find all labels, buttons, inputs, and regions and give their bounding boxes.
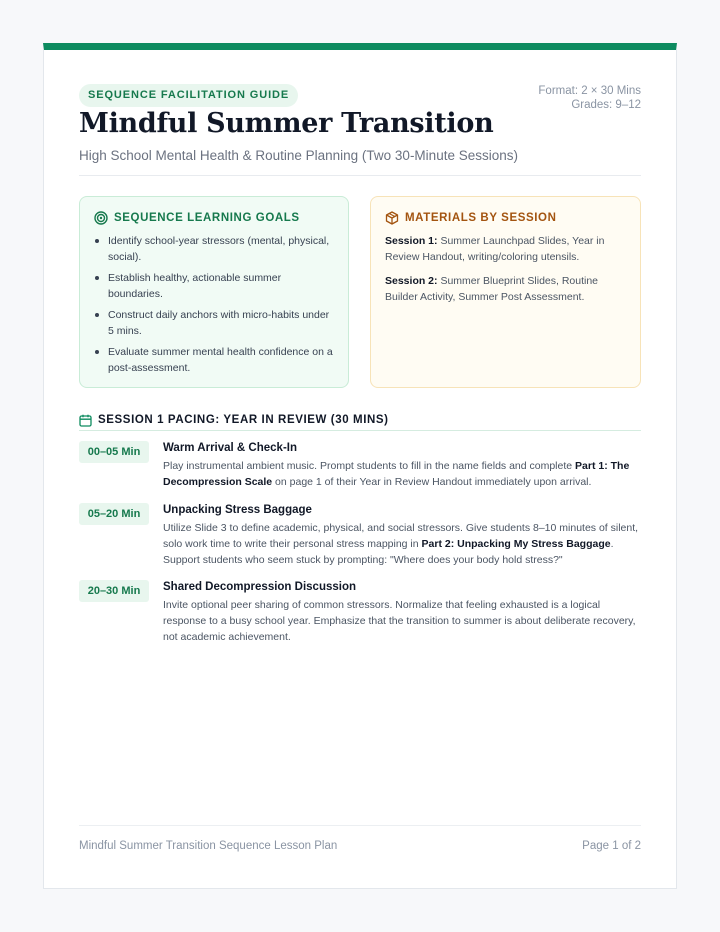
goal-item: Construct daily anchors with micro-habits under 5 mins. <box>94 307 334 339</box>
goal-item: Identify school-year stressors (mental, physical, social). <box>94 233 334 265</box>
pacing-item-title: Warm Arrival & Check-In <box>163 442 297 454</box>
goal-item: Establish healthy, actionable summer boundaries. <box>94 270 334 302</box>
target-icon <box>94 211 108 225</box>
goals-list <box>94 233 334 376</box>
guide-badge: SEQUENCE FACILITATION GUIDE <box>79 84 298 107</box>
package-icon <box>385 211 399 225</box>
time-badge: 00–05 Min <box>79 441 149 463</box>
goals-heading <box>94 211 334 225</box>
time-badge: 20–30 Min <box>79 580 149 602</box>
pacing-item <box>163 580 641 645</box>
grades-label: Grades: 9–12 <box>571 99 641 111</box>
format-label: Format: 2 × 30 Mins <box>538 85 641 97</box>
page-subtitle: High School Mental Health & Routine Planning (Two 30-Minute Sessions) <box>79 148 518 163</box>
session-materials: Summer Launchpad Slides, Year in Review Handout, writing/coloring utensils. <box>385 235 605 263</box>
lesson-page <box>43 43 677 889</box>
pacing-item <box>163 441 641 490</box>
materials-session-2 <box>385 273 626 305</box>
pacing-item-desc: Play instrumental ambient music. Prompt students to fill in the name fields and complete Part 1: The Decompression Scale on page 1 of their Year in Review Handout immediately upon arrival. <box>163 460 630 488</box>
session-label: Session 1: <box>385 235 438 247</box>
goals-heading-label: SEQUENCE LEARNING GOALS <box>114 212 300 224</box>
pacing-item-title: Shared Decompression Discussion <box>163 581 357 593</box>
footer-divider <box>79 825 641 826</box>
calendar-icon <box>79 414 92 427</box>
pacing-heading-label: SESSION 1 PACING: YEAR IN REVIEW (30 MINS) <box>98 414 389 426</box>
pacing-item-title: Unpacking Stress Baggage <box>163 504 312 516</box>
session-label: Session 2: <box>385 275 438 287</box>
header-divider <box>79 175 641 176</box>
goal-item: Evaluate summer mental health confidence on a post-assessment. <box>94 344 334 376</box>
page-title: Mindful Summer Transition <box>79 108 494 139</box>
learning-goals-card <box>79 196 349 388</box>
pacing-item-desc: Utilize Slide 3 to define academic, physical, and social stressors. Give students 8–10 minutes of silent, solo work time to write their personal stress mapping in Part 2: Unpacking My Stress Baggage. Support students who seem stuck by prompting: "Where does your body hold stress?" <box>163 522 639 566</box>
materials-session-1 <box>385 233 626 265</box>
pacing-item-desc: Invite optional peer sharing of common stressors. Normalize that feeling exhausted is a logical response to a busy school year. Emphasize that the transition to summer is about deliberate recovery, not academic achievement. <box>163 599 636 643</box>
session-materials: Summer Blueprint Slides, Routine Builder Activity, Summer Post Assessment. <box>385 275 599 303</box>
materials-heading <box>385 211 626 225</box>
time-badge: 05–20 Min <box>79 503 149 525</box>
footer-title: Mindful Summer Transition Sequence Lesson Plan <box>79 840 338 852</box>
pacing-heading <box>79 410 641 430</box>
page-number: Page 1 of 2 <box>582 840 641 852</box>
materials-card <box>370 196 641 388</box>
session-meta <box>538 84 641 112</box>
pacing-divider <box>79 430 641 431</box>
materials-heading-label: MATERIALS BY SESSION <box>405 212 557 224</box>
pacing-item <box>163 503 641 568</box>
